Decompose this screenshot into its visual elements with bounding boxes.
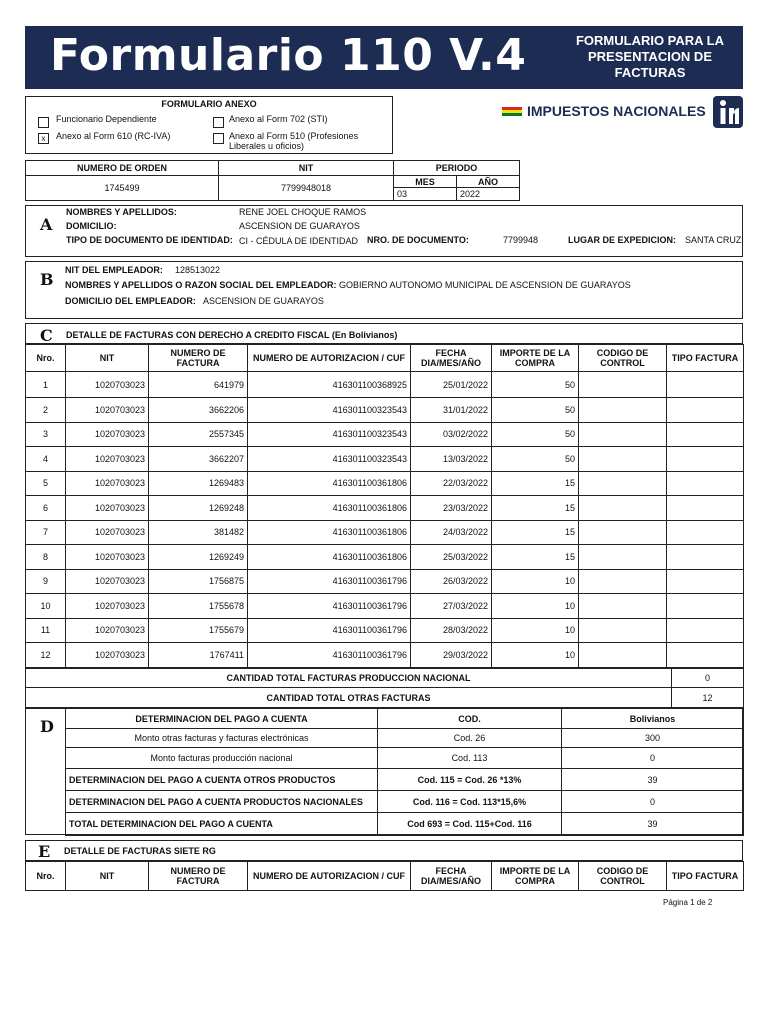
- table-cell: 15: [492, 471, 579, 496]
- table-row: [26, 618, 744, 643]
- col-nro: Nro.: [26, 345, 66, 372]
- table-cell: 416301100361806: [248, 520, 411, 545]
- table-cell: [667, 569, 744, 594]
- table-cell: 1020703023: [66, 594, 149, 619]
- table-cell: 10: [492, 618, 579, 643]
- table-cell: 50: [492, 447, 579, 472]
- table-cell: 10: [492, 594, 579, 619]
- table-cell: [667, 372, 744, 398]
- table-cell: 1020703023: [66, 398, 149, 423]
- table-cell: 25/01/2022: [411, 372, 492, 398]
- checkbox-funcionario[interactable]: [38, 117, 49, 128]
- table-cell: 27/03/2022: [411, 594, 492, 619]
- table-cell: 8: [26, 545, 66, 570]
- nombres-label: NOMBRES Y APELLIDOS:: [66, 207, 177, 217]
- total-nacional-value: 0: [672, 669, 744, 688]
- pago-row: [66, 813, 744, 836]
- table-cell: 1269248: [149, 496, 248, 521]
- table-cell: [667, 520, 744, 545]
- pago-cell-cod: Cod. 26: [378, 729, 562, 748]
- table-cell: 29/03/2022: [411, 643, 492, 668]
- logo-text: IMPUESTOS NACIONALES: [527, 103, 706, 119]
- section-e-letter: E: [38, 842, 51, 861]
- page-number: Página 1 de 2: [663, 898, 713, 907]
- table-cell: 641979: [149, 372, 248, 398]
- table-cell: 416301100323543: [248, 398, 411, 423]
- nro-doc-label: NRO. DE DOCUMENTO:: [367, 235, 469, 245]
- numero-orden-value: 1745499: [26, 176, 219, 201]
- col-codigo-control: CODIGO DE CONTROL: [579, 345, 667, 372]
- domicilio-label: DOMICILIO:: [66, 221, 117, 231]
- total-otras-value: 12: [672, 688, 744, 708]
- table-cell: 23/03/2022: [411, 496, 492, 521]
- section-a-letter: A: [40, 215, 53, 234]
- table-row: [26, 569, 744, 594]
- pago-cell-value: 0: [562, 791, 744, 813]
- table-cell: 416301100361796: [248, 569, 411, 594]
- table-cell: 1767411: [149, 643, 248, 668]
- pago-cell-cod: Cod. 116 = Cod. 113*15,6%: [378, 791, 562, 813]
- table-cell: 11: [26, 618, 66, 643]
- table-cell: 28/03/2022: [411, 618, 492, 643]
- pago-cell-value: 300: [562, 729, 744, 748]
- table-cell: 10: [26, 594, 66, 619]
- checkbox-form610[interactable]: x: [38, 133, 49, 144]
- table-cell: [667, 643, 744, 668]
- section-b-letter: B: [40, 270, 54, 289]
- table-cell: 1020703023: [66, 569, 149, 594]
- table-cell: 1756875: [149, 569, 248, 594]
- table-cell: 7: [26, 520, 66, 545]
- e-col-nro: Nro.: [26, 862, 66, 891]
- e-col-autorizacion: NUMERO DE AUTORIZACION / CUF: [248, 862, 411, 891]
- e-col-nit: NIT: [66, 862, 149, 891]
- table-cell: 2557345: [149, 422, 248, 447]
- table-cell: [667, 594, 744, 619]
- domicilio-value: ASCENSION DE GUARAYOS: [239, 221, 360, 231]
- table-cell: 4: [26, 447, 66, 472]
- table-cell: [579, 569, 667, 594]
- table-cell: [579, 471, 667, 496]
- table-cell: 416301100361806: [248, 545, 411, 570]
- pago-col-determinacion: DETERMINACION DEL PAGO A CUENTA: [66, 709, 378, 729]
- mes-value: 03: [394, 188, 457, 201]
- e-col-codigo-control: CODIGO DE CONTROL: [579, 862, 667, 891]
- table-cell: 5: [26, 471, 66, 496]
- pago-cell-cod: Cod 693 = Cod. 115+Cod. 116: [378, 813, 562, 836]
- table-cell: 416301100361806: [248, 471, 411, 496]
- lugar-label: LUGAR DE EXPEDICION:: [568, 235, 677, 245]
- table-cell: [667, 398, 744, 423]
- table-cell: 10: [492, 643, 579, 668]
- total-nacional-label: CANTIDAD TOTAL FACTURAS PRODUCCION NACIONAL: [26, 669, 672, 688]
- lugar-value: SANTA CRUZ: [685, 235, 742, 245]
- section-c-letter: C: [40, 326, 53, 345]
- col-numero-factura: NUMERO DE FACTURA: [149, 345, 248, 372]
- table-cell: 2: [26, 398, 66, 423]
- nro-doc-value: 7799948: [503, 235, 539, 245]
- table-cell: 26/03/2022: [411, 569, 492, 594]
- pago-row: [66, 769, 744, 791]
- table-cell: [579, 447, 667, 472]
- pago-row: [66, 748, 744, 769]
- table-cell: [579, 422, 667, 447]
- table-cell: 03/02/2022: [411, 422, 492, 447]
- table-cell: 1269483: [149, 471, 248, 496]
- razon-social-label: NOMBRES Y APELLIDOS O RAZON SOCIAL DEL EMPLEADOR:: [65, 280, 337, 290]
- col-autorizacion: NUMERO DE AUTORIZACION / CUF: [248, 345, 411, 372]
- pago-col-bolivianos: Bolivianos: [562, 709, 744, 729]
- table-cell: 381482: [149, 520, 248, 545]
- table-row: [26, 471, 744, 496]
- pago-cell-label: DETERMINACION DEL PAGO A CUENTA PRODUCTOS NACIONALES: [66, 791, 378, 813]
- e-col-importe: IMPORTE DE LA COMPRA: [492, 862, 579, 891]
- bolivia-flag-icon: [502, 107, 522, 116]
- table-row: [26, 594, 744, 619]
- pago-cell-value: 39: [562, 813, 744, 836]
- table-cell: 1020703023: [66, 496, 149, 521]
- e-col-tipo-factura: TIPO FACTURA: [667, 862, 744, 891]
- table-cell: [667, 496, 744, 521]
- nombres-value: RENE JOEL CHOQUE RAMOS: [239, 207, 367, 217]
- table-cell: [579, 398, 667, 423]
- razon-social-value: GOBIERNO AUTONOMO MUNICIPAL DE ASCENSION DE GUARAYOS: [339, 280, 631, 290]
- table-cell: 1020703023: [66, 520, 149, 545]
- table-cell: 1755678: [149, 594, 248, 619]
- pago-cell-value: 0: [562, 748, 744, 769]
- table-cell: 15: [492, 496, 579, 521]
- table-cell: 416301100361796: [248, 643, 411, 668]
- checkbox-form702[interactable]: [213, 117, 224, 128]
- table-cell: [579, 520, 667, 545]
- table-row: [26, 496, 744, 521]
- col-tipo-factura: TIPO FACTURA: [667, 345, 744, 372]
- pago-cell-cod: Cod. 115 = Cod. 26 *13%: [378, 769, 562, 791]
- table-row: [26, 545, 744, 570]
- mes-label: MES: [394, 176, 457, 188]
- pago-col-cod: COD.: [378, 709, 562, 729]
- empleador-domicilio-value: ASCENSION DE GUARAYOS: [203, 296, 324, 306]
- checkbox-form510[interactable]: [213, 133, 224, 144]
- siete-rg-table: [25, 861, 744, 891]
- empleador-domicilio-label: DOMICILIO DEL EMPLEADOR:: [65, 296, 196, 306]
- anio-label: AÑO: [457, 176, 520, 188]
- table-cell: 50: [492, 372, 579, 398]
- section-d-letter: D: [40, 717, 54, 736]
- table-cell: [579, 545, 667, 570]
- tipo-doc-label: TIPO DE DOCUMENTO DE IDENTIDAD:: [66, 235, 233, 245]
- checkbox-form610-label: Anexo al Form 610 (RC-IVA): [56, 131, 171, 141]
- periodo-label: PERIODO: [394, 161, 520, 176]
- table-cell: 12: [26, 643, 66, 668]
- table-cell: 13/03/2022: [411, 447, 492, 472]
- table-cell: [667, 471, 744, 496]
- table-cell: 416301100361806: [248, 496, 411, 521]
- table-cell: 24/03/2022: [411, 520, 492, 545]
- table-cell: 15: [492, 545, 579, 570]
- empleador-nit-value: 128513022: [175, 265, 221, 275]
- total-otras-label: CANTIDAD TOTAL OTRAS FACTURAS: [26, 688, 672, 708]
- table-cell: [667, 618, 744, 643]
- pago-cuenta-table: [65, 708, 744, 836]
- table-cell: 416301100323543: [248, 422, 411, 447]
- table-cell: [667, 422, 744, 447]
- table-row: [26, 372, 744, 398]
- table-cell: [579, 643, 667, 668]
- table-cell: 1020703023: [66, 618, 149, 643]
- table-cell: [667, 545, 744, 570]
- checkbox-funcionario-label: Funcionario Dependiente: [56, 114, 157, 124]
- numero-orden-label: NUMERO DE ORDEN: [26, 161, 219, 176]
- nit-value: 7799948018: [219, 176, 394, 201]
- table-cell: 1: [26, 372, 66, 398]
- table-row: [26, 398, 744, 423]
- col-nit: NIT: [66, 345, 149, 372]
- col-fecha: FECHA DIA/MES/AÑO: [411, 345, 492, 372]
- pago-cell-cod: Cod. 113: [378, 748, 562, 769]
- form-title: Formulario 110 V.4: [50, 30, 527, 81]
- table-cell: 31/01/2022: [411, 398, 492, 423]
- col-importe: IMPORTE DE LA COMPRA: [492, 345, 579, 372]
- totals-table: [25, 668, 744, 708]
- nit-label: NIT: [219, 161, 394, 176]
- table-cell: 3662207: [149, 447, 248, 472]
- table-cell: 15: [492, 520, 579, 545]
- table-cell: 416301100368925: [248, 372, 411, 398]
- table-row: [26, 447, 744, 472]
- pago-cell-label: Monto otras facturas y facturas electrónicas: [66, 729, 378, 748]
- table-cell: 6: [26, 496, 66, 521]
- table-cell: 25/03/2022: [411, 545, 492, 570]
- e-col-numero-factura: NUMERO DE FACTURA: [149, 862, 248, 891]
- section-e-title: DETALLE DE FACTURAS SIETE RG: [64, 846, 216, 856]
- pago-cell-value: 39: [562, 769, 744, 791]
- table-cell: 3: [26, 422, 66, 447]
- table-cell: [579, 372, 667, 398]
- table-cell: 1020703023: [66, 471, 149, 496]
- table-cell: 1020703023: [66, 545, 149, 570]
- table-row: [26, 422, 744, 447]
- pago-cell-label: DETERMINACION DEL PAGO A CUENTA OTROS PRODUCTOS: [66, 769, 378, 791]
- pago-cell-label: Monto facturas producción nacional: [66, 748, 378, 769]
- table-cell: 10: [492, 569, 579, 594]
- table-cell: 416301100361796: [248, 594, 411, 619]
- table-cell: [579, 618, 667, 643]
- form-subtitle: FORMULARIO PARA LA PRESENTACION DE FACTURAS: [575, 33, 725, 80]
- table-row: [26, 520, 744, 545]
- empleador-nit-label: NIT DEL EMPLEADOR:: [65, 265, 163, 275]
- anexo-title: FORMULARIO ANEXO: [161, 99, 257, 109]
- table-cell: 1020703023: [66, 422, 149, 447]
- table-cell: 50: [492, 398, 579, 423]
- table-cell: 50: [492, 422, 579, 447]
- pago-row: [66, 729, 744, 748]
- invoice-table: [25, 344, 744, 668]
- table-cell: 1020703023: [66, 643, 149, 668]
- table-cell: 1020703023: [66, 447, 149, 472]
- impuestos-logo-icon: [713, 96, 743, 128]
- table-cell: 1755679: [149, 618, 248, 643]
- table-cell: 416301100361796: [248, 618, 411, 643]
- pago-cell-label: TOTAL DETERMINACION DEL PAGO A CUENTA: [66, 813, 378, 836]
- table-row: [26, 643, 744, 668]
- section-c-title: DETALLE DE FACTURAS CON DERECHO A CREDITO FISCAL (En Bolivianos): [66, 330, 398, 340]
- table-cell: 416301100323543: [248, 447, 411, 472]
- table-cell: [579, 496, 667, 521]
- table-cell: [667, 447, 744, 472]
- table-cell: 9: [26, 569, 66, 594]
- checkbox-form510-label: Anexo al Form 510 (Profesiones Liberales u oficios): [229, 131, 359, 151]
- e-col-fecha: FECHA DIA/MES/AÑO: [411, 862, 492, 891]
- anio-value: 2022: [457, 188, 520, 201]
- table-cell: 1020703023: [66, 372, 149, 398]
- table-cell: [579, 594, 667, 619]
- table-cell: 1269249: [149, 545, 248, 570]
- tipo-doc-value: CI - CÉDULA DE IDENTIDAD: [239, 236, 359, 246]
- orden-table: [25, 160, 520, 201]
- table-cell: 3662206: [149, 398, 248, 423]
- table-cell: 22/03/2022: [411, 471, 492, 496]
- checkbox-form702-label: Anexo al Form 702 (STI): [229, 114, 328, 124]
- pago-row: [66, 791, 744, 813]
